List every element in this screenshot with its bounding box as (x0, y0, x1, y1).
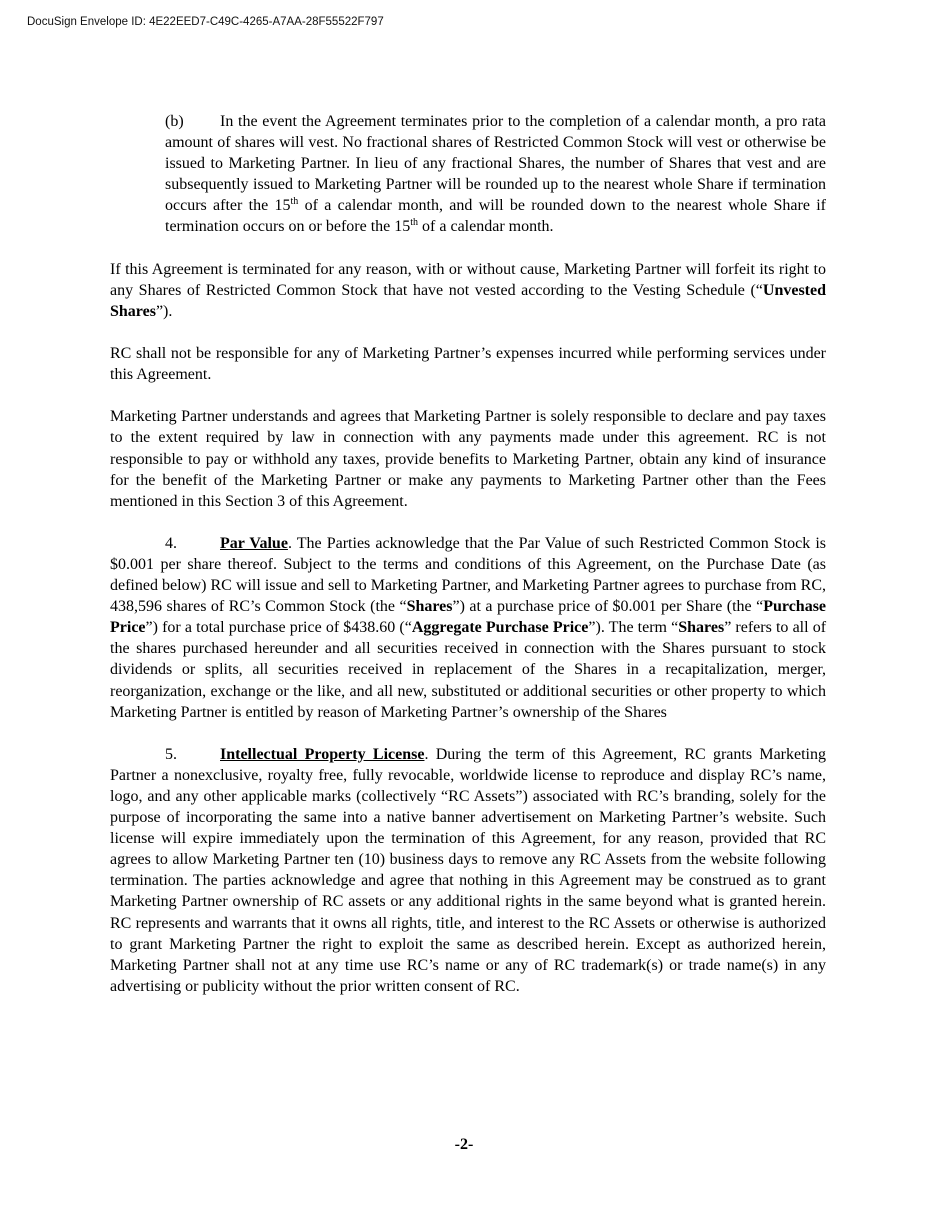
page-number: -2- (454, 1136, 474, 1153)
paragraph-b-label: (b) (165, 113, 184, 130)
paragraph-b: (b) In the event the Agreement terminates prior to the completion of a calendar month, a pro rata amount of shares will vest. No fractional shares of Restricted Common Stock will vest or otherwise be issued to Marketing Partner. In lieu of any fractional Shares, the number of Shares that vest and are subsequently issued to Marketing Partner will be rounded up to the nearest whole Share if termination occurs after the 15th of a calendar month, and will be rounded down to the nearest whole Share if termination occurs on or before the 15th of a calendar month. (165, 111, 826, 238)
document-body (110, 111, 826, 1018)
section-4-number: 4. (165, 534, 177, 552)
term-unvested-shares: Unvested Shares (110, 281, 826, 320)
envelope-id-header: DocuSign Envelope ID: 4E22EED7-C49C-4265-A7AA-28F55522F797 (27, 16, 384, 28)
paragraph-forfeit: If this Agreement is terminated for any reason, with or without cause, Marketing Partner will forfeit its right to any Shares of Restricted Common Stock that have not vested according to the Vesting Schedule (“Unvested Shares”). (110, 260, 826, 320)
paragraph-expenses: RC shall not be responsible for any of Marketing Partner’s expenses incurred while performing services under this Agreement. (110, 345, 826, 384)
section-4-heading: Par Value (220, 534, 288, 552)
section-4-par-value: 4. Par Value. The Parties acknowledge that the Par Value of such Restricted Common Stock is $0.001 per share thereof. Subject to the terms and conditions of this Agreement, on the Purchase Date (as defined below) RC will issue and sell to Marketing Partner, and Marketing Partner agrees to purchase from RC, 438,596 shares of RC’s Common Stock (the “Shares”) at a purchase price of $0.001 per Share (the “Purchase Price”) for a total purchase price of $438.60 (“Aggregate Purchase Price”). The term “Shares” refers to all of the shares purchased hereunder and all securities received in connection with the Shares pursuant to stock dividends or splits, all securities received in replacement of the Shares in a recapitalization, merger, reorganization, exchange or the like, and all new, substituted or additional securities or other property to which Marketing Partner is entitled by reason of Marketing Partner’s ownership of the Shares (110, 534, 827, 721)
paragraph-taxes: Marketing Partner understands and agrees that Marketing Partner is solely responsible to declare and pay taxes to the extent required by law in connection with any payments made under this agreement. RC is not responsible to pay or withhold any taxes, provide benefits to Marketing Partner, obtain any kind of insurance for the benefit of the Marketing Partner or make any payments to Marketing Partner other than the Fees mentioned in this Section 3 of this Agreement. (110, 408, 826, 510)
section-5-heading: Intellectual Property License (220, 745, 425, 763)
section-5-number: 5. (165, 745, 177, 763)
section-5-ip-license: 5. Intellectual Property License. During the term of this Agreement, RC grants Marketing Partner a nonexclusive, royalty free, fully revocable, worldwide license to reproduce and display RC’s name, logo, and any other applicable marks (collectively “RC Assets”) associated with RC’s branding, solely for the purpose of incorporating the same into a native banner advertisement on Marketing Partner’s website. Such license will expire immediately upon the termination of this Agreement, for any reason, provided that RC agrees to allow Marketing Partner ten (10) business days to remove any RC Assets from the website following termination. The parties acknowledge and agree that nothing in this Agreement may be construed as to grant Marketing Partner ownership of RC assets or any additional rights in the same beyond what is granted herein. RC represents and warrants that it owns all rights, title, and interest to the RC Assets or otherwise is authorized to grant Marketing Partner the right to exploit the same as described herein. Except as authorized herein, Marketing Partner shall not at any time use RC’s name or any of RC trademark(s) or trade name(s) in any advertising or publicity without the prior written consent of RC. (110, 745, 826, 995)
